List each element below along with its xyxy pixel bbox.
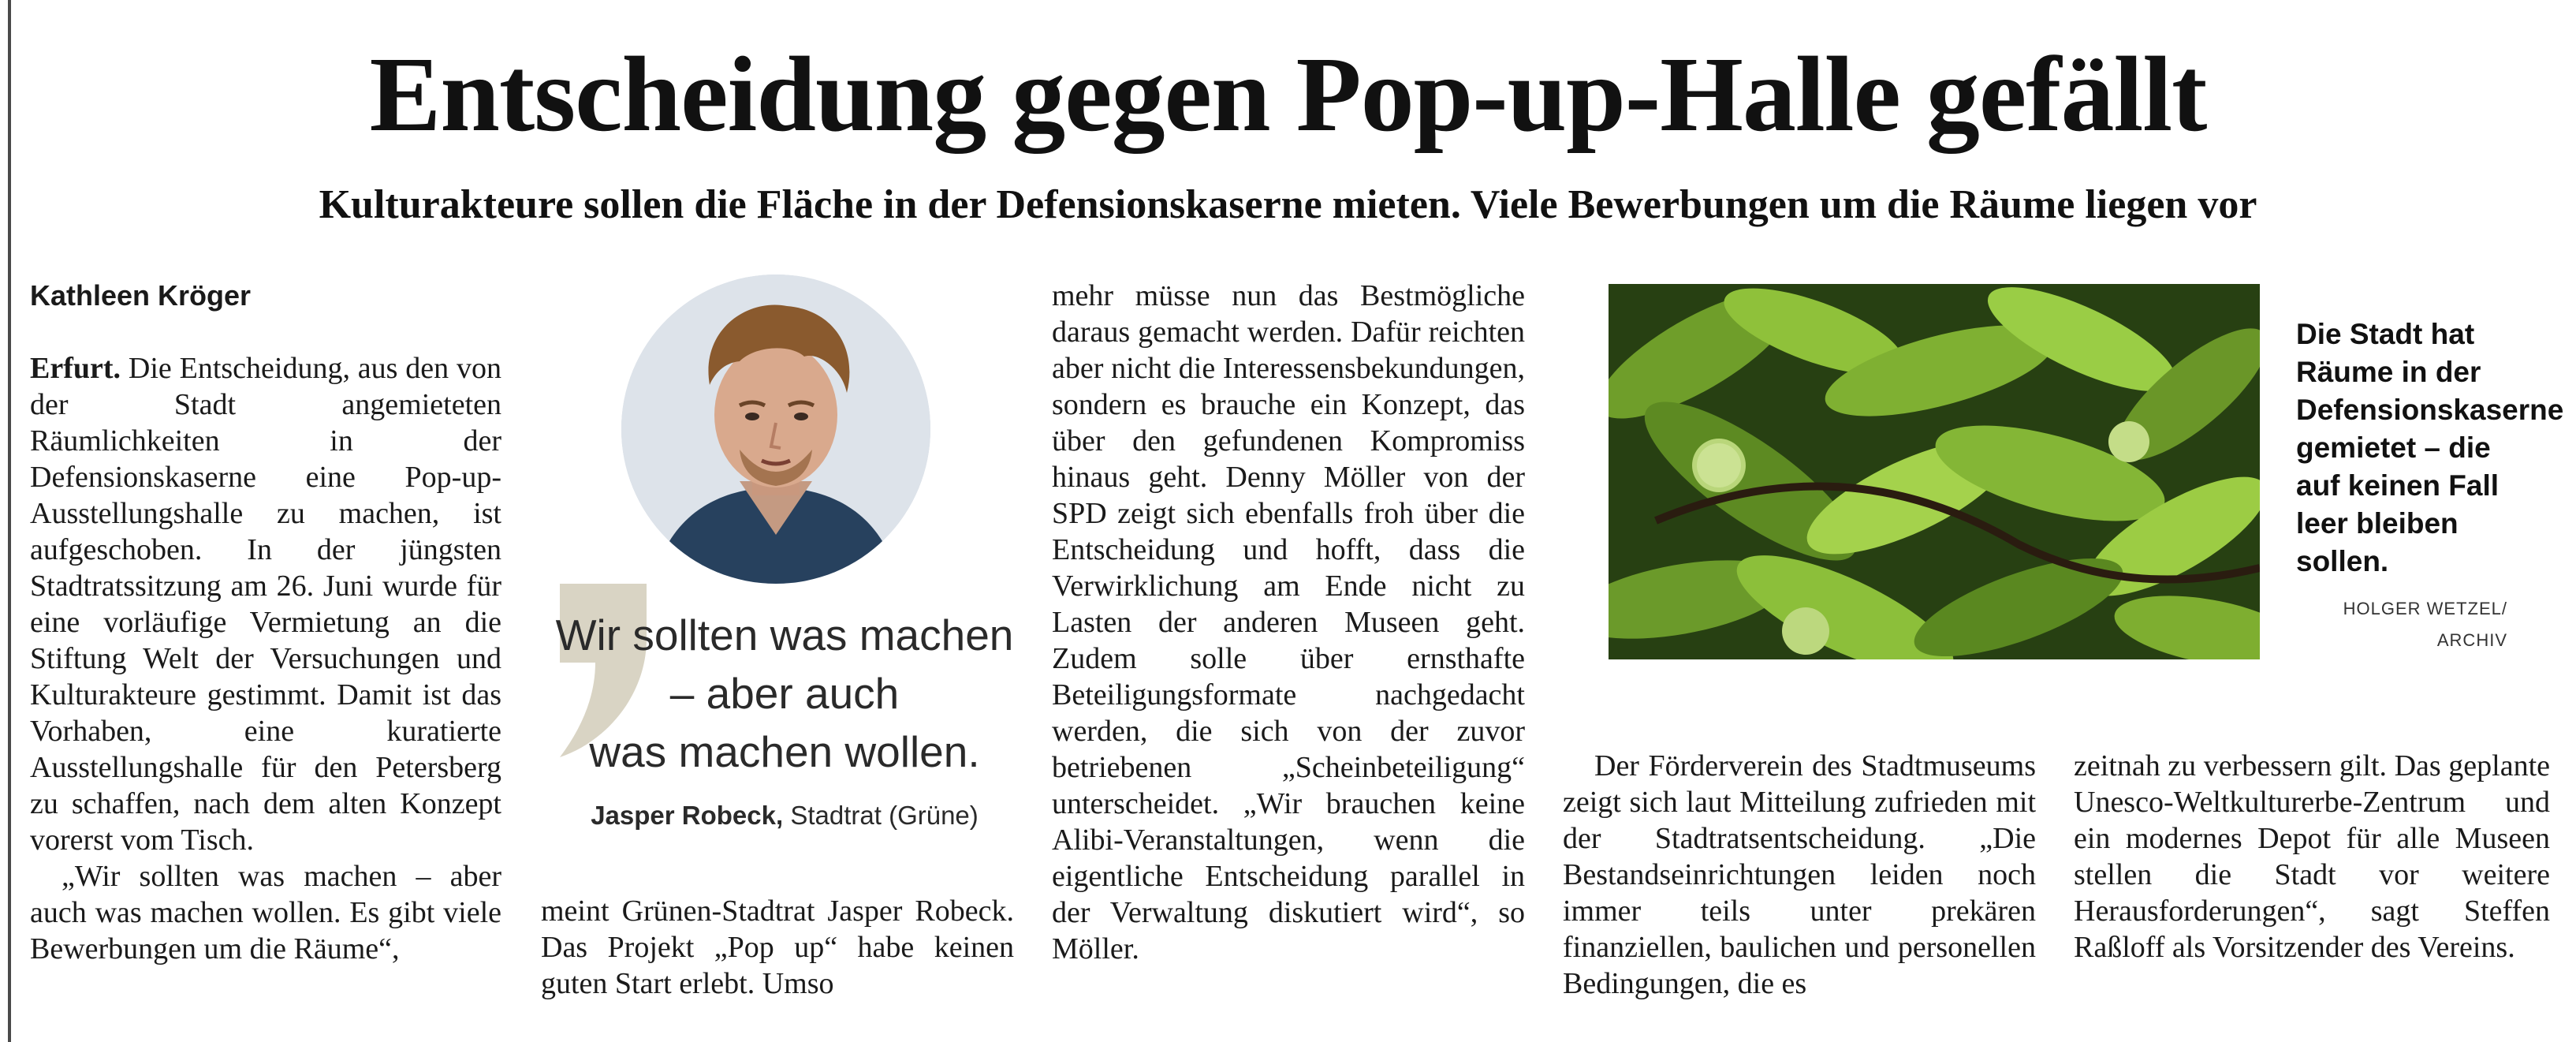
portrait-illustration <box>621 275 930 584</box>
column-1-paragraph-1-text: Die Entscheidung, aus den von der Stadt angemieteten Räumlichkeiten in der Defensionskaserne eine Pop-up-Ausstellungshalle zu machen, ist aufgeschoben. In der jüngsten Stadtratssitzung am 26. Juni wurde für eine vorläufige Vermietung an die Stiftung Welt der Versuchungen und Kulturakteure gestimmt. Damit ist das Vorhaben, eine kuratierte Ausstellungshalle für den Petersberg zu schaffen, nach dem alten Konzept vorerst vom Tisch. <box>30 352 502 857</box>
column-5-paragraph: zeitnah zu verbessern gilt. Das geplante Unesco-Weltkulturerbe-Zentrum und ein modernes Depot für alle Museen stellen die Stadt vor weitere Herausforderungen“, sagt Steffen Raßloff als Vorsitzender des Vereins. <box>2074 749 2550 964</box>
photo-credit-line-2: ARCHIV <box>2436 630 2507 650</box>
pull-quote-line-1: Wir sollten was machen <box>555 611 1014 659</box>
dateline: Erfurt. <box>30 352 121 385</box>
photo-caption: Die Stadt hat Räume in der Defensionskaserne gemietet – die auf keinen Fall leer bleiben sollen. <box>2296 318 2564 577</box>
pull-quote-source-role: Stadtrat (Grüne) <box>790 801 979 830</box>
chestnut-leaves-illustration <box>1609 284 2260 659</box>
photo-credit-line-1: HOLGER WETZEL/ <box>2343 599 2507 618</box>
author-byline: Kathleen Kröger <box>30 279 252 312</box>
column-5 <box>2074 748 2550 965</box>
column-2-paragraph: meint Grünen-Stadtrat Jasper Robeck. Das Projekt „Pop up“ habe keinen guten Start erlebt. Umso <box>541 894 1014 1000</box>
portrait-photo-jasper-robeck <box>621 275 930 584</box>
column-3-paragraph: mehr müsse nun das Bestmögliche daraus gemacht werden. Dafür reichten aber nicht die Interessensbekundungen, sondern es brauche ein Konzept, das über den gefundenen Kompromiss hinaus geht. Denny Möller von der SPD zeigt sich ebenfalls froh über die Entscheidung und hofft, dass die Verwirklichung am Ende nicht zu Lasten der anderen Museen geht. Zudem solle über ernsthafte Beteiligungsformate nachgedacht werden, die sich von der zuvor betriebenen „Scheinbeteiligung“ unterscheidet. „Wir brauchen keine Alibi-Veranstaltungen, wenn die eigentliche Entscheidung parallel in der Verwaltung diskutiert wird“, so Möller. <box>1052 279 1525 965</box>
column-1-paragraph-2: „Wir sollten was machen – aber auch was machen wollen. Es gibt viele Bewerbungen um die Räume“, <box>30 860 501 965</box>
column-1 <box>30 278 501 967</box>
pull-quote-source-name: Jasper Robeck, <box>591 801 784 830</box>
headline: Entscheidung gegen Pop-up-Halle gefällt <box>369 35 2207 154</box>
pull-quote-source <box>544 798 1025 833</box>
column-3 <box>1052 278 1525 967</box>
column-2 <box>541 893 1014 1002</box>
subheadline: Kulturakteure sollen die Fläche in der Defensionskaserne mieten. Viele Bewerbungen um die Räume liegen vor <box>319 182 2257 227</box>
column-4 <box>1563 748 2036 1002</box>
pull-quote <box>544 606 1025 781</box>
column-4-paragraph: Der Förderverein des Stadtmuseums zeigt sich laut Mitteilung zufrieden mit der Stadtratsentscheidung. „Die Bestandseinrichtungen leiden noch immer teils unter prekären finanziellen, baulichen und personellen Bedingungen, die es <box>1563 749 2036 1000</box>
column-1-paragraph-1 <box>30 350 501 858</box>
pull-quote-line-3: was machen wollen. <box>589 727 980 776</box>
photo-credit <box>2287 593 2507 656</box>
pull-quote-line-2: – aber auch <box>669 669 900 718</box>
photo-chestnut-leaves <box>1609 284 2260 659</box>
